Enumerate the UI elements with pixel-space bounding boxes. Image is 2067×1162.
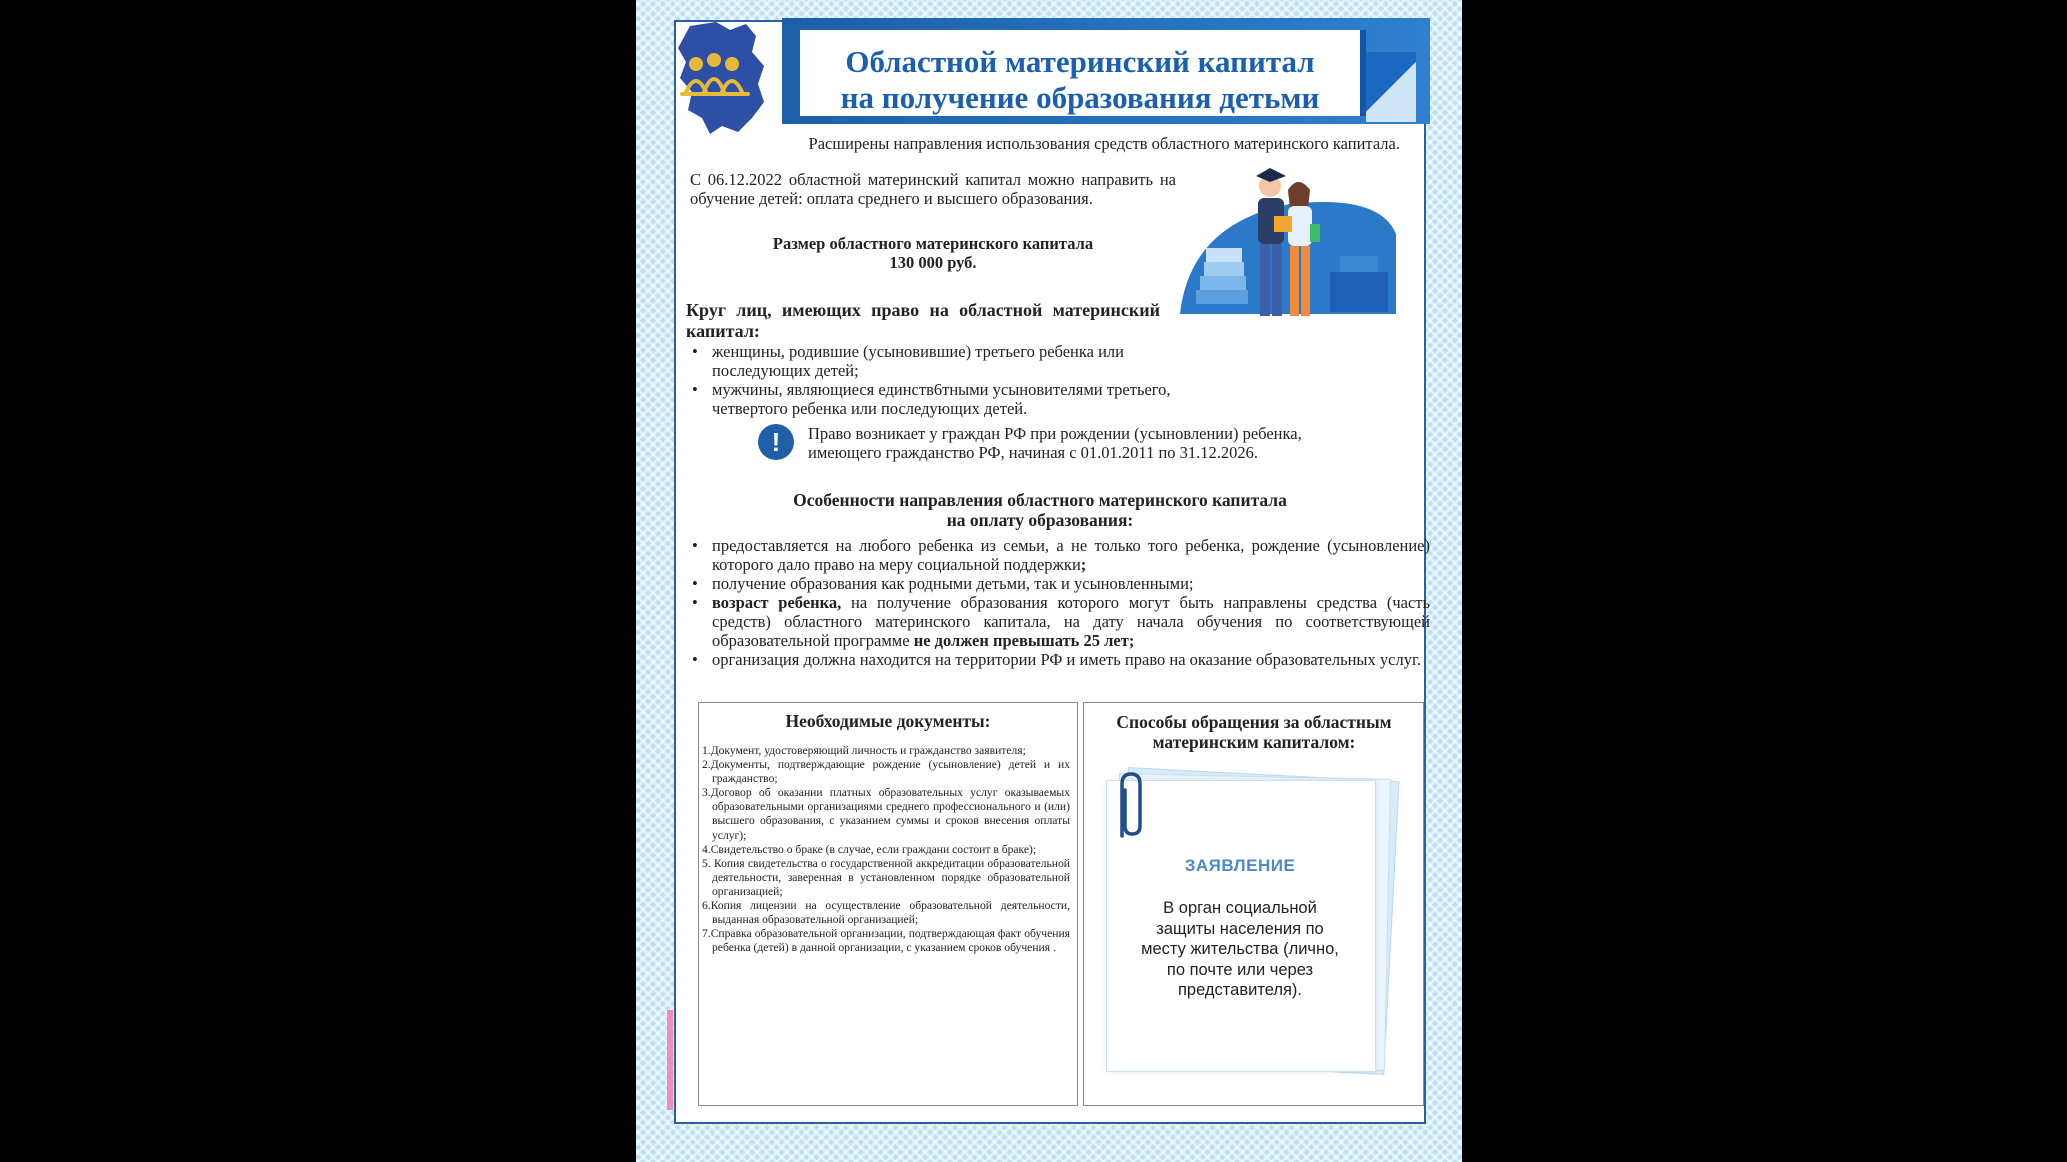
ways-title: Способы обращения за областным материнским капиталом:: [1116, 712, 1392, 752]
title-line-1: Областной материнский капитал: [845, 44, 1315, 79]
capital-size-label: Размер областного материнского капитала: [772, 234, 1094, 253]
feature-text: организация должна находится на территории РФ и иметь право на оказание образовательных услуг.: [712, 650, 1421, 669]
documents-title: Необходимые документы:: [785, 711, 991, 731]
list-item: [712, 536, 1430, 574]
title-line-2: на получение образования детьми: [840, 80, 1320, 115]
exclamation-icon: !: [758, 424, 794, 460]
intro-text: Расширены направления использования средств областного материнского капитала.: [808, 134, 1400, 153]
list-item: 5. Копия свидетельства о государственной аккредитации образовательной деятельности, заверенная в установленном порядке образовательной организацией;: [702, 856, 1070, 898]
feature-text: получение образования как родными детьми, так и усыновленными;: [712, 574, 1194, 593]
list-item: • женщины, родившие (усыновившие) третьего ребенка или последующих детей;: [712, 342, 1182, 380]
feature-tail-bold: не должен превышать 25 лет;: [913, 631, 1135, 650]
feature-bold: возраст ребенка,: [712, 593, 842, 612]
decorative-pink-bar: [667, 1010, 673, 1110]
eligible-list: [686, 342, 1182, 418]
features-list: [686, 536, 1430, 669]
capital-size: [690, 234, 1176, 272]
list-item: 6.Копия лицензии на осуществление образовательной деятельности, выданная образовательной организацией;: [702, 899, 1070, 927]
list-item: • мужчины, являющиеся единств6тными усыновителями третьего, четвертого ребенка или последующих детей.: [712, 380, 1182, 418]
feature-text: на получение образования которого могут быть направлены средства (часть средств) областного материнского капитала, на дату начала обучения по соответствующей образовательной программе: [712, 593, 1431, 650]
notice-text: Право возникает у граждан РФ при рождении (усыновлении) ребенка, имеющего гражданство РФ, начиная с 01.01.2011 по 31.12.2026.: [808, 424, 1302, 462]
date-paragraph: С 06.12.2022 областной материнский капитал можно направить на обучение детей: оплата среднего и высшего образования.: [690, 170, 1176, 208]
list-item: [712, 650, 1430, 669]
graduates-illustration-icon: [1170, 164, 1406, 340]
features-title-line-2: на оплату образования:: [946, 510, 1134, 530]
features-title: [690, 490, 1390, 530]
feature-tail-bold: ;: [1080, 555, 1087, 574]
feature-text: предоставляется на любого ребенка из семьи, а не только того ребенка, рождение (усыновление) которого дало право на меру социальной поддержки: [712, 536, 1430, 574]
list-item: 2.Документы, подтверждающие рождение (усыновление) детей и их гражданство;: [702, 758, 1070, 786]
page-title: [806, 44, 1354, 116]
capital-size-amount: 130 000 руб.: [889, 253, 977, 272]
region-map-logo-icon: [668, 18, 778, 138]
documents-list: [702, 744, 1070, 955]
list-item: [712, 574, 1430, 593]
paperclip-icon: [1110, 770, 1150, 844]
eligible-title: Круг лиц, имеющих право на областной материнский капитал:: [686, 300, 1160, 341]
features-title-line-1: Особенности направления областного материнского капитала: [793, 490, 1287, 510]
application-text: В орган социальной защиты населения по месту жительства (лично, по почте или через представителя).: [1141, 899, 1339, 999]
list-item: 4.Свидетельство о браке (в случае, если граждани состоит в браке);: [702, 842, 1037, 856]
list-item: 3.Договор об оказании платных образовательных услуг оказываемых образовательными организациями среднего профессионального и (или) высшего образования, с указанием суммы и сроков внесения оплаты услуг);: [702, 786, 1070, 842]
list-item: 7.Справка образовательной организации, подтверждающая факт обучения ребенка (детей) в данной организации, с указанием сроков обучения .: [702, 927, 1070, 955]
application-heading: ЗАЯВЛЕНИЕ: [1184, 856, 1296, 875]
list-item: 1.Документ, удостоверяющий личность и гражданство заявителя;: [702, 744, 1026, 757]
list-item: [712, 593, 1430, 650]
header-corner-fold: [1366, 52, 1416, 122]
